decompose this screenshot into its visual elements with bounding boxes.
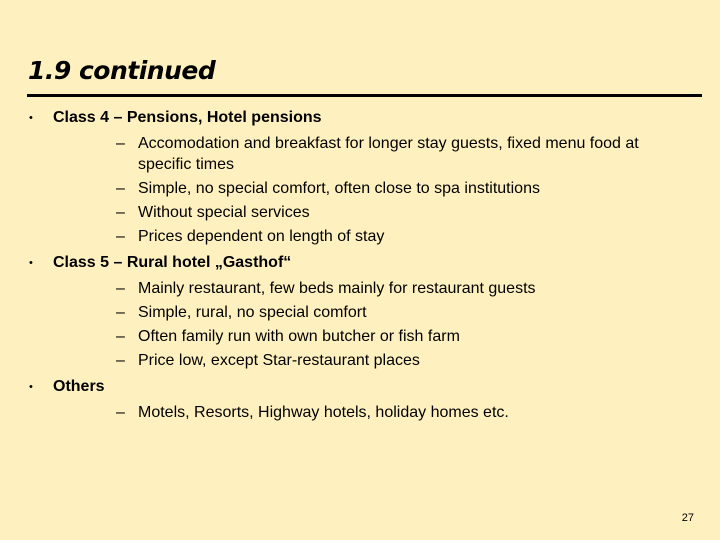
- dash-marker: –: [116, 135, 125, 152]
- sub-item: [53, 302, 720, 323]
- bullet-item-others: [0, 374, 720, 423]
- sub-item: [53, 202, 720, 223]
- page-number: 27: [681, 512, 694, 524]
- sub-item-text: Without special services: [138, 204, 310, 221]
- sub-item: [53, 226, 720, 247]
- bullet-marker: •: [29, 112, 33, 124]
- sub-item-text: Motels, Resorts, Highway hotels, holiday homes etc.: [138, 404, 509, 421]
- sub-item-text: Simple, no special comfort, often close to spa institutions: [138, 180, 540, 197]
- bullet-marker: •: [29, 381, 33, 393]
- sub-item-text: Accomodation and breakfast for longer stay guests, fixed menu food at specific times: [138, 135, 639, 173]
- sub-item-text: Mainly restaurant, few beds mainly for restaurant guests: [138, 280, 536, 297]
- bullet-item-class-4: [0, 105, 720, 247]
- bullet-text: Class 4 – Pensions, Hotel pensions: [53, 109, 322, 126]
- sub-item: [53, 133, 720, 175]
- dash-marker: –: [116, 328, 125, 345]
- sub-item: [53, 326, 720, 347]
- dash-marker: –: [116, 280, 125, 297]
- sub-item: [53, 350, 720, 371]
- dash-marker: –: [116, 204, 125, 221]
- dash-marker: –: [116, 304, 125, 321]
- sub-item: [53, 178, 720, 199]
- sub-item-text: Simple, rural, no special comfort: [138, 304, 367, 321]
- sub-item-text: Prices dependent on length of stay: [138, 228, 385, 245]
- sub-item-text: Often family run with own butcher or fish farm: [138, 328, 460, 345]
- dash-marker: –: [116, 180, 125, 197]
- slide-title: 1.9 continued: [28, 56, 216, 85]
- dash-marker: –: [116, 404, 125, 421]
- sub-item: [53, 278, 720, 299]
- bullet-item-class-5: [0, 250, 720, 371]
- bullet-text: Others: [53, 378, 105, 395]
- title-underline: [27, 94, 702, 97]
- sub-item: [53, 402, 720, 423]
- sub-item-text: Price low, except Star-restaurant places: [138, 352, 420, 369]
- bullet-marker: •: [29, 257, 33, 269]
- dash-marker: –: [116, 228, 125, 245]
- dash-marker: –: [116, 352, 125, 369]
- bullet-text: Class 5 – Rural hotel „Gasthof“: [53, 254, 292, 271]
- bullet-list: [0, 105, 720, 426]
